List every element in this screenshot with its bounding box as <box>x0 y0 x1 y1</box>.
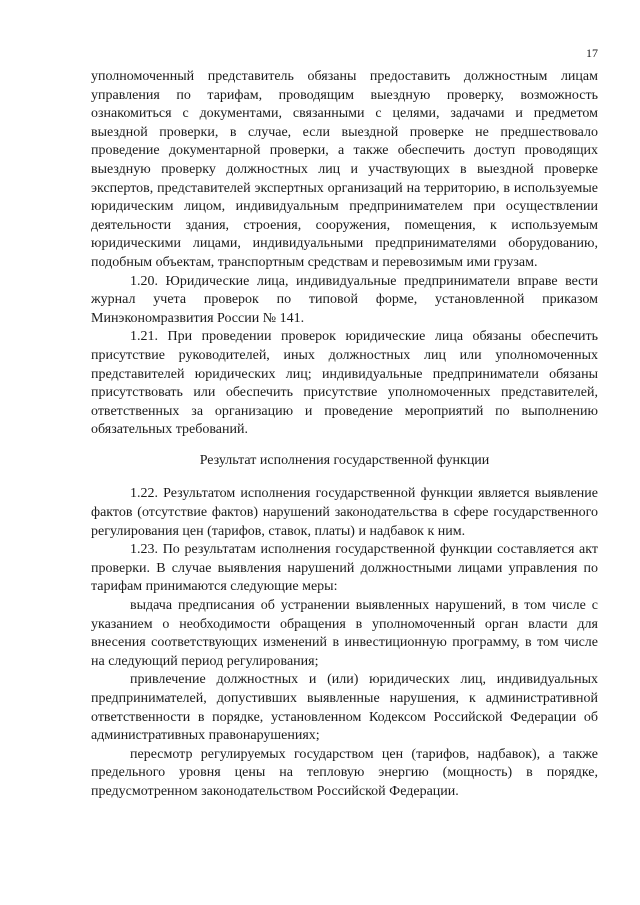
paragraph-1-23: 1.23. По результатам исполнения государственной функции составляется акт проверки. В случае выявления нарушений должностными лицами управления по тарифам принимаются следующие меры: <box>91 542 598 595</box>
measure-item-liability: привлечение должностных и (или) юридических лиц, индивидуальных предпринимателей, допустивших выявленные нарушения, к административной ответственности в порядке, установленном Кодексом Российской Федерации об административных правонарушениях; <box>91 672 598 744</box>
paragraph-1-21: 1.21. При проведении проверок юридические лица обязаны обеспечить присутствие руководителей, иных должностных лиц или уполномоченных представителей юридических лиц; индивидуальные предприниматели обязаны присутствовать или обеспечить присутствие уполномоченных представителей, ответственных за организацию и проведение мероприятий по выполнению обязательных требований. <box>91 329 598 438</box>
paragraph-1-22: 1.22. Результатом исполнения государственной функции является выявление фактов (отсутствие фактов) нарушений законодательства в сфере государственного регулирования цен (тарифов, ставок, платы) и надбавок к ним. <box>91 486 598 539</box>
section-heading: Результат исполнения государственной функции <box>199 452 490 468</box>
measure-item-price-review: пересмотр регулируемых государством цен (тарифов, надбавок), а также предельного уровня цены на тепловую энергию (мощность) в порядке, предусмотренном законодательством Российской Федерации. <box>91 746 598 799</box>
paragraph-continuation: уполномоченный представитель обязаны предоставить должностным лицам управления по тарифам, проводящим выездную проверку, возможность ознакомиться с документами, связанными с целями, задачами и предметом выездной проверки, в случае, если выездной проверке не предшествовало проведение документарной проверки, а также обеспечить доступ проводящих выездную проверку должностных лиц и участвующих в выездной проверке экспертов, представителей экспертных организаций на территорию, в используемые юридическим лицом, индивидуальным предпринимателем при осуществлении деятельности здания, строения, сооружения, помещения, к используемым юридическими лицами, индивидуальными предпринимателями оборудованию, подобным объектам, транспортным средствам и перевозимым ими грузам. <box>91 69 598 270</box>
page-number: 17 <box>586 46 598 60</box>
measure-item-prescription: выдача предписания об устранении выявленных нарушений, в том числе с указанием о необходимости обращения в уполномоченный орган власти для внесения соответствующих изменений в инвестиционную программу, в том числе на следующий период регулирования; <box>91 598 598 669</box>
paragraph-1-20: 1.20. Юридические лица, индивидуальные предприниматели вправе вести журнал учета проверок по типовой форме, установленной приказом Минэкономразвития России № 141. <box>91 273 598 326</box>
document-body <box>91 68 598 802</box>
